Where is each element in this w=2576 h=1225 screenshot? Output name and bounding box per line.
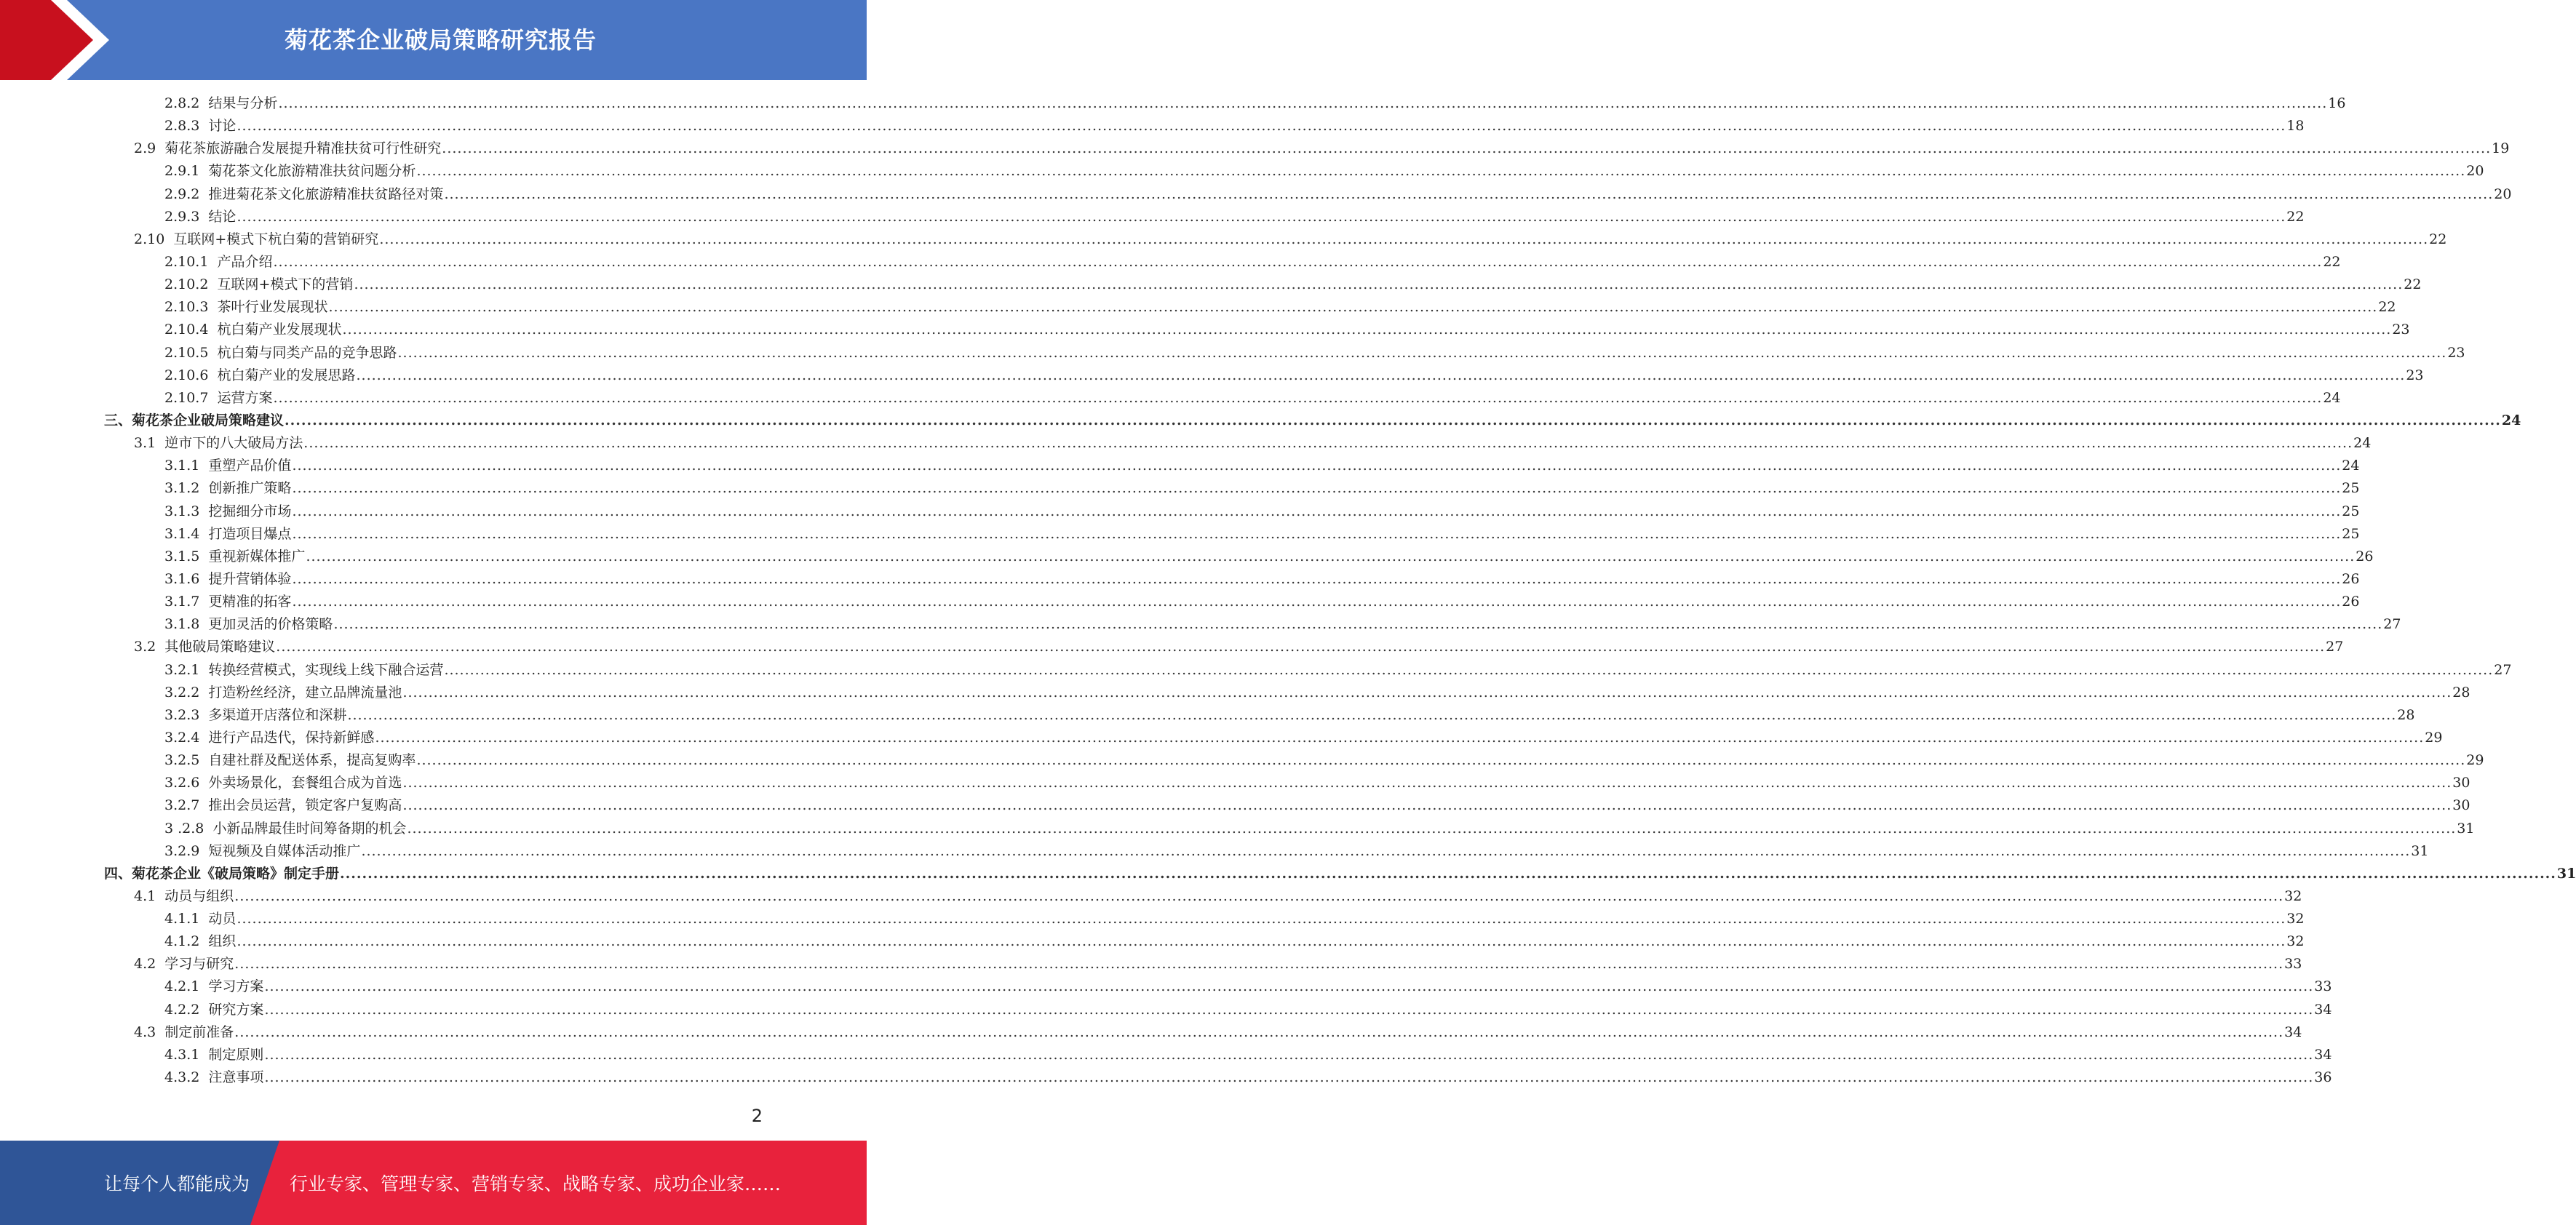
toc-entry-level-3[interactable] — [0, 546, 2374, 568]
toc-entry-page-number: 22 — [2404, 276, 2422, 293]
toc-entry-title: 2.10.3 茶叶行业发展现状 — [164, 299, 328, 316]
toc-entry-level-2[interactable] — [0, 228, 2447, 251]
toc-entry-page-number: 34 — [2314, 1001, 2332, 1018]
toc-entry-title: 三、菊花茶企业破局策略建议 — [104, 412, 285, 428]
toc-dot-leader: ................................................................................................................................................................................................................................................................................................................................................................................................................ — [234, 956, 2284, 973]
toc-entry-page-number: 27 — [2383, 616, 2401, 633]
page-number: 2 — [751, 1106, 763, 1126]
toc-entry-page-number: 23 — [2406, 367, 2424, 383]
toc-entry-level-3[interactable] — [0, 659, 2512, 682]
table-of-contents — [0, 92, 2576, 1089]
toc-entry-page-number: 33 — [2284, 956, 2302, 973]
toc-entry-page-number: 26 — [2356, 548, 2374, 564]
toc-entry-level-3[interactable] — [0, 613, 2401, 636]
toc-entry-title: 4.2.2 研究方案 — [164, 1001, 264, 1018]
toc-dot-leader: ................................................................................................................................................................................................................................................................................................................................................................................................................ — [402, 797, 2452, 814]
toc-dot-leader: ................................................................................................................................................................................................................................................................................................................................................................................................................ — [416, 163, 2466, 180]
toc-entry-level-3[interactable] — [0, 1044, 2332, 1066]
toc-entry-level-3[interactable] — [0, 591, 2360, 613]
toc-entry-title: 2.9.3 结论 — [164, 208, 236, 225]
toc-entry-title: 2.9 菊花茶旅游融合发展提升精准扶贫可行性研究 — [134, 140, 442, 157]
toc-entry-level-3[interactable] — [0, 772, 2470, 794]
toc-entry-title: 3.1.6 提升营销体验 — [164, 570, 292, 587]
toc-entry-title: 4.1.2 组织 — [164, 933, 236, 950]
toc-entry-page-number: 20 — [2466, 163, 2484, 180]
toc-entry-page-number: 32 — [2284, 887, 2302, 904]
toc-entry-level-3[interactable] — [0, 92, 2346, 115]
toc-entry-page-number: 27 — [2326, 639, 2344, 655]
toc-entry-level-2[interactable] — [0, 1021, 2302, 1044]
toc-entry-title: 4.2.1 学习方案 — [164, 978, 264, 995]
toc-entry-title: 四、菊花茶企业《破局策略》制定手册 — [104, 865, 340, 882]
toc-dot-leader: ................................................................................................................................................................................................................................................................................................................................................................................................................ — [407, 820, 2457, 837]
toc-entry-title: 3.1.8 更加灵活的价格策略 — [164, 616, 333, 633]
toc-dot-leader: ................................................................................................................................................................................................................................................................................................................................................................................................................ — [236, 933, 2286, 950]
toc-entry-title: 2.10.7 运营方案 — [164, 389, 273, 406]
toc-entry-level-3[interactable] — [0, 342, 2465, 364]
toc-entry-title: 2.9.1 菊花茶文化旅游精准扶贫问题分析 — [164, 163, 416, 180]
toc-entry-page-number: 30 — [2452, 797, 2470, 814]
toc-entry-page-number: 22 — [2323, 253, 2341, 270]
toc-entry-page-number: 32 — [2286, 933, 2305, 950]
footer-slogan-left: 让每个人都能成为 — [104, 1173, 250, 1194]
toc-dot-leader: ................................................................................................................................................................................................................................................................................................................................................................................................................ — [292, 480, 2342, 497]
toc-entry-page-number: 24 — [2323, 389, 2341, 406]
toc-entry-title: 3.2.2 打造粉丝经济，建立品牌流量池 — [164, 684, 402, 701]
toc-entry-page-number: 29 — [2425, 729, 2443, 746]
toc-dot-leader: ................................................................................................................................................................................................................................................................................................................................................................................................................ — [347, 706, 2397, 723]
toc-entry-level-3[interactable] — [0, 794, 2470, 817]
toc-entry-title: 4.1.1 动员 — [164, 911, 236, 927]
toc-dot-leader: ................................................................................................................................................................................................................................................................................................................................................................................................................ — [236, 911, 2286, 927]
toc-dot-leader: ................................................................................................................................................................................................................................................................................................................................................................................................................ — [264, 1046, 2314, 1063]
toc-entry-level-3[interactable] — [0, 160, 2484, 183]
toc-entry-page-number: 16 — [2328, 95, 2346, 111]
toc-entry-level-3[interactable] — [0, 296, 2396, 319]
toc-entry-page-number: 18 — [2286, 118, 2305, 135]
toc-entry-title: 4.2 学习与研究 — [134, 956, 234, 973]
toc-dot-leader: ................................................................................................................................................................................................................................................................................................................................................................................................................ — [236, 118, 2286, 135]
toc-entry-page-number: 22 — [2378, 299, 2396, 316]
toc-entry-page-number: 30 — [2452, 775, 2470, 791]
toc-entry-level-3[interactable] — [0, 682, 2470, 704]
toc-entry-title: 3.2.3 多渠道开店落位和深耕 — [164, 706, 347, 723]
toc-entry-level-2[interactable] — [0, 953, 2302, 975]
page-footer — [0, 1141, 867, 1225]
toc-entry-level-3[interactable] — [0, 477, 2360, 500]
toc-dot-leader: ................................................................................................................................................................................................................................................................................................................................................................................................................ — [442, 140, 2492, 157]
toc-entry-level-2[interactable] — [0, 636, 2344, 658]
toc-entry-page-number: 23 — [2447, 344, 2465, 361]
toc-dot-leader: ................................................................................................................................................................................................................................................................................................................................................................................................................ — [379, 231, 2429, 247]
toc-entry-level-3[interactable] — [0, 930, 2305, 953]
toc-entry-page-number: 28 — [2397, 706, 2415, 723]
toc-entry-page-number: 24 — [2501, 412, 2521, 428]
toc-dot-leader: ................................................................................................................................................................................................................................................................................................................................................................................................................ — [264, 1069, 2314, 1086]
toc-entry-level-3[interactable] — [0, 975, 2332, 998]
toc-entry-level-3[interactable] — [0, 387, 2341, 410]
toc-entry-title: 3.1 逆市下的八大破局方法 — [134, 435, 303, 452]
toc-entry-level-1[interactable] — [0, 410, 2521, 432]
toc-entry-level-3[interactable] — [0, 908, 2305, 930]
toc-entry-title: 3.1.3 挖掘细分市场 — [164, 503, 292, 519]
toc-entry-level-3[interactable] — [0, 364, 2424, 387]
toc-entry-title: 4.3.2 注意事项 — [164, 1069, 264, 1086]
toc-entry-level-3[interactable] — [0, 727, 2443, 749]
toc-dot-leader: ................................................................................................................................................................................................................................................................................................................................................................................................................ — [264, 1001, 2314, 1018]
toc-dot-leader: ................................................................................................................................................................................................................................................................................................................................................................................................................ — [402, 684, 2452, 701]
toc-entry-title: 2.9.2 推进菊花茶文化旅游精准扶贫路径对策 — [164, 185, 444, 202]
toc-entry-title: 2.10.6 杭白菊产业的发展思路 — [164, 367, 356, 383]
footer-slogan-right: 行业专家、管理专家、营销专家、战略专家、成功企业家…… — [290, 1173, 782, 1194]
toc-dot-leader: ................................................................................................................................................................................................................................................................................................................................................................................................................ — [375, 729, 2425, 746]
page-header — [0, 0, 867, 80]
toc-entry-title: 4.1 动员与组织 — [134, 887, 234, 904]
toc-entry-title: 3.2 其他破局策略建议 — [134, 639, 276, 655]
toc-entry-title: 3.2.5 自建社群及配送体系，提高复购率 — [164, 752, 416, 769]
toc-dot-leader: ................................................................................................................................................................................................................................................................................................................................................................................................................ — [292, 594, 2342, 610]
toc-entry-page-number: 24 — [2342, 458, 2360, 474]
toc-entry-page-number: 20 — [2494, 185, 2512, 202]
toc-entry-page-number: 19 — [2492, 140, 2510, 157]
toc-entry-page-number: 25 — [2342, 525, 2360, 542]
toc-entry-level-3[interactable] — [0, 319, 2410, 341]
toc-entry-title: 2.10.5 杭白菊与同类产品的竞争思路 — [164, 344, 397, 361]
toc-entry-page-number: 31 — [2411, 842, 2429, 859]
toc-dot-leader: ................................................................................................................................................................................................................................................................................................................................................................................................................ — [402, 775, 2452, 791]
toc-entry-level-2[interactable] — [0, 137, 2510, 160]
toc-entry-page-number: 25 — [2342, 503, 2360, 519]
toc-dot-leader: ................................................................................................................................................................................................................................................................................................................................................................................................................ — [276, 639, 2326, 655]
toc-entry-level-3[interactable] — [0, 1066, 2332, 1089]
toc-entry-page-number: 34 — [2284, 1024, 2302, 1040]
document-title: 菊花茶企业破局策略研究报告 — [284, 26, 597, 54]
toc-entry-title: 2.10.2 互联网+模式下的营销 — [164, 276, 354, 293]
toc-dot-leader: ................................................................................................................................................................................................................................................................................................................................................................................................................ — [278, 95, 2328, 111]
toc-entry-title: 3.2.9 短视频及自媒体活动推广 — [164, 842, 361, 859]
toc-entry-page-number: 28 — [2452, 684, 2470, 701]
toc-entry-level-3[interactable] — [0, 568, 2360, 591]
toc-dot-leader: ................................................................................................................................................................................................................................................................................................................................................................................................................ — [333, 616, 2383, 633]
toc-dot-leader: ................................................................................................................................................................................................................................................................................................................................................................................................................ — [234, 887, 2284, 904]
toc-entry-title: 3.2.7 推出会员运营，锁定客户复购高 — [164, 797, 402, 814]
toc-entry-page-number: 26 — [2342, 594, 2360, 610]
toc-dot-leader: ................................................................................................................................................................................................................................................................................................................................................................................................................ — [292, 503, 2342, 519]
toc-entry-page-number: 22 — [2429, 231, 2447, 247]
toc-entry-title: 4.3 制定前准备 — [134, 1024, 234, 1040]
toc-entry-level-3[interactable] — [0, 115, 2305, 137]
toc-entry-title: 2.10.1 产品介绍 — [164, 253, 273, 270]
toc-dot-leader: ................................................................................................................................................................................................................................................................................................................................................................................................................ — [303, 435, 2353, 452]
toc-entry-title: 3.1.5 重视新媒体推广 — [164, 548, 306, 564]
toc-dot-leader: ................................................................................................................................................................................................................................................................................................................................................................................................................ — [354, 276, 2404, 293]
toc-entry-level-2[interactable] — [0, 432, 2372, 455]
toc-entry-title: 4.3.1 制定原则 — [164, 1046, 264, 1063]
toc-entry-page-number: 31 — [2556, 865, 2576, 882]
toc-entry-level-3[interactable] — [0, 749, 2484, 772]
toc-entry-title: 3.2.6 外卖场景化，套餐组合成为首选 — [164, 775, 402, 791]
toc-entry-title: 3.1.4 打造项目爆点 — [164, 525, 292, 542]
toc-dot-leader: ................................................................................................................................................................................................................................................................................................................................................................................................................ — [361, 842, 2411, 859]
toc-dot-leader: ................................................................................................................................................................................................................................................................................................................................................................................................................ — [273, 389, 2323, 406]
toc-entry-level-3[interactable] — [0, 183, 2512, 206]
toc-entry-page-number: 25 — [2342, 480, 2360, 497]
toc-entry-title: 3.1.2 创新推广策略 — [164, 480, 292, 497]
toc-entry-title: 2.8.2 结果与分析 — [164, 95, 278, 111]
toc-dot-leader: ................................................................................................................................................................................................................................................................................................................................................................................................................ — [264, 978, 2314, 995]
toc-entry-level-1[interactable] — [0, 863, 2576, 885]
toc-entry-title: 3 .2.8 小新品牌最佳时间筹备期的机会 — [164, 820, 407, 837]
toc-entry-page-number: 23 — [2392, 322, 2410, 338]
toc-dot-leader: ................................................................................................................................................................................................................................................................................................................................................................................................................ — [292, 458, 2342, 474]
toc-dot-leader: ................................................................................................................................................................................................................................................................................................................................................................................................................ — [340, 865, 2556, 882]
toc-entry-level-3[interactable] — [0, 274, 2422, 296]
toc-dot-leader: ................................................................................................................................................................................................................................................................................................................................................................................................................ — [444, 185, 2494, 202]
toc-entry-level-3[interactable] — [0, 500, 2360, 523]
toc-entry-title: 2.10.4 杭白菊产业发展现状 — [164, 322, 342, 338]
toc-entry-level-3[interactable] — [0, 704, 2415, 727]
toc-entry-page-number: 22 — [2286, 208, 2305, 225]
toc-dot-leader: ................................................................................................................................................................................................................................................................................................................................................................................................................ — [416, 752, 2466, 769]
toc-entry-title: 3.2.1 转换经营模式，实现线上线下融合运营 — [164, 661, 444, 678]
toc-entry-level-3[interactable] — [0, 455, 2360, 477]
toc-entry-level-3[interactable] — [0, 840, 2429, 863]
toc-entry-page-number: 24 — [2353, 435, 2372, 452]
toc-dot-leader: ................................................................................................................................................................................................................................................................................................................................................................................................................ — [306, 548, 2356, 564]
toc-entry-level-3[interactable] — [0, 251, 2341, 274]
toc-entry-title: 2.10 互联网+模式下杭白菊的营销研究 — [134, 231, 379, 247]
toc-entry-page-number: 29 — [2466, 752, 2484, 769]
toc-entry-level-3[interactable] — [0, 999, 2332, 1021]
toc-entry-page-number: 32 — [2286, 911, 2305, 927]
toc-entry-title: 3.2.4 进行产品迭代，保持新鲜感 — [164, 729, 375, 746]
toc-dot-leader: ................................................................................................................................................................................................................................................................................................................................................................................................................ — [292, 525, 2342, 542]
toc-dot-leader: ................................................................................................................................................................................................................................................................................................................................................................................................................ — [328, 299, 2378, 316]
toc-dot-leader: ................................................................................................................................................................................................................................................................................................................................................................................................................ — [285, 412, 2501, 428]
toc-dot-leader: ................................................................................................................................................................................................................................................................................................................................................................................................................ — [342, 322, 2392, 338]
toc-entry-page-number: 36 — [2314, 1069, 2332, 1086]
toc-entry-level-3[interactable] — [0, 818, 2475, 840]
toc-entry-title: 2.8.3 讨论 — [164, 118, 236, 135]
toc-entry-page-number: 34 — [2314, 1046, 2332, 1063]
toc-entry-level-2[interactable] — [0, 885, 2302, 908]
toc-entry-page-number: 26 — [2342, 570, 2360, 587]
toc-entry-level-3[interactable] — [0, 523, 2360, 546]
toc-dot-leader: ................................................................................................................................................................................................................................................................................................................................................................................................................ — [397, 344, 2447, 361]
toc-dot-leader: ................................................................................................................................................................................................................................................................................................................................................................................................................ — [444, 661, 2494, 678]
toc-entry-page-number: 27 — [2494, 661, 2512, 678]
toc-dot-leader: ................................................................................................................................................................................................................................................................................................................................................................................................................ — [236, 208, 2286, 225]
toc-entry-page-number: 33 — [2314, 978, 2332, 995]
toc-dot-leader: ................................................................................................................................................................................................................................................................................................................................................................................................................ — [273, 253, 2323, 270]
toc-dot-leader: ................................................................................................................................................................................................................................................................................................................................................................................................................ — [356, 367, 2406, 383]
toc-entry-page-number: 31 — [2457, 820, 2475, 837]
toc-entry-title: 3.1.7 更精准的拓客 — [164, 594, 292, 610]
toc-dot-leader: ................................................................................................................................................................................................................................................................................................................................................................................................................ — [292, 570, 2342, 587]
toc-entry-level-3[interactable] — [0, 206, 2305, 228]
toc-dot-leader: ................................................................................................................................................................................................................................................................................................................................................................................................................ — [234, 1024, 2284, 1040]
toc-entry-title: 3.1.1 重塑产品价值 — [164, 458, 292, 474]
